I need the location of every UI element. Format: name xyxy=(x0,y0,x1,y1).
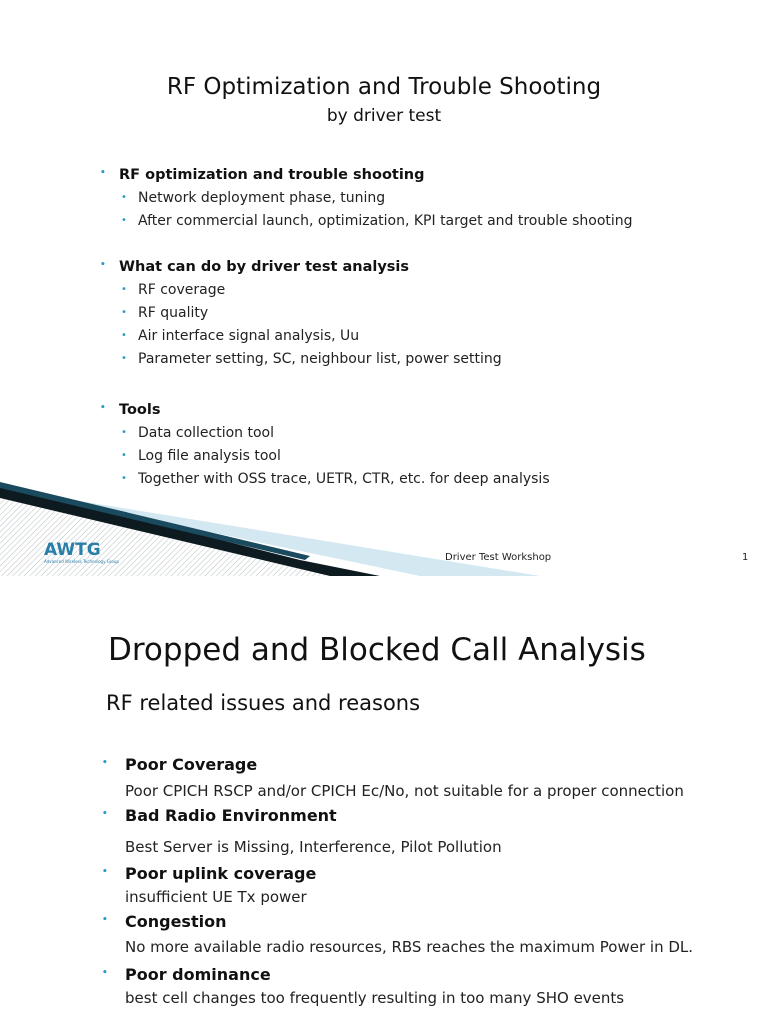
issue-item xyxy=(102,861,693,909)
slide-subtitle: RF related issues and reasons xyxy=(106,691,421,715)
list-item: • Data collection tool xyxy=(100,422,550,445)
issue-item xyxy=(102,909,693,962)
slide-subtitle: by driver test xyxy=(326,106,442,126)
issue-heading: • Bad Radio Environment xyxy=(102,803,693,829)
list-item: • RF coverage xyxy=(100,279,502,302)
issue-description: Best Server is Missing, Interference, Pilot Pollution xyxy=(125,838,502,856)
page-number: 1 xyxy=(742,552,749,563)
slide-2 xyxy=(0,576,768,1024)
issue-item xyxy=(102,962,693,1010)
section-heading: • What can do by driver test analysis xyxy=(100,256,502,279)
logo-tagline: Advanced Wireless Technology Group xyxy=(44,559,119,564)
list-item: • Network deployment phase, tuning xyxy=(100,187,633,210)
issue-heading: • Poor uplink coverage xyxy=(102,861,693,887)
list-item: • RF quality xyxy=(100,302,502,325)
list-item: • Together with OSS trace, UETR, CTR, etc. for deep analysis xyxy=(100,468,550,491)
issue-description: No more available radio resources, RBS reaches the maximum Power in DL. xyxy=(125,938,694,956)
issue-item xyxy=(102,752,693,803)
issue-heading: • Poor Coverage xyxy=(102,752,693,778)
list-item: • After commercial launch, optimization, KPI target and trouble shooting xyxy=(100,210,633,233)
list-item: • Air interface signal analysis, Uu xyxy=(100,325,502,348)
issue-item xyxy=(102,803,693,861)
issue-description: Poor CPICH RSCP and/or CPICH Ec/No, not suitable for a proper connection xyxy=(125,782,684,800)
issue-description: best cell changes too frequently resulting in too many SHO events xyxy=(125,989,625,1007)
list-item: • Log file analysis tool xyxy=(100,445,550,468)
company-logo xyxy=(44,540,144,566)
list-item: • Parameter setting, SC, neighbour list, power setting xyxy=(100,348,502,371)
issue-heading: • Congestion xyxy=(102,909,693,935)
logo-mark xyxy=(44,540,144,566)
logo-text: AWTG xyxy=(44,540,101,560)
issue-list xyxy=(102,752,693,1010)
section-heading: • Tools xyxy=(100,399,550,422)
footer-text: Driver Test Workshop xyxy=(445,552,552,563)
slide-title: RF Optimization and Trouble Shooting xyxy=(166,74,602,100)
section-heading: • RF optimization and trouble shooting xyxy=(100,164,633,187)
slide-title: Dropped and Blocked Call Analysis xyxy=(108,632,646,668)
issue-heading: • Poor dominance xyxy=(102,962,693,988)
issue-description: insufficient UE Tx power xyxy=(125,888,307,906)
